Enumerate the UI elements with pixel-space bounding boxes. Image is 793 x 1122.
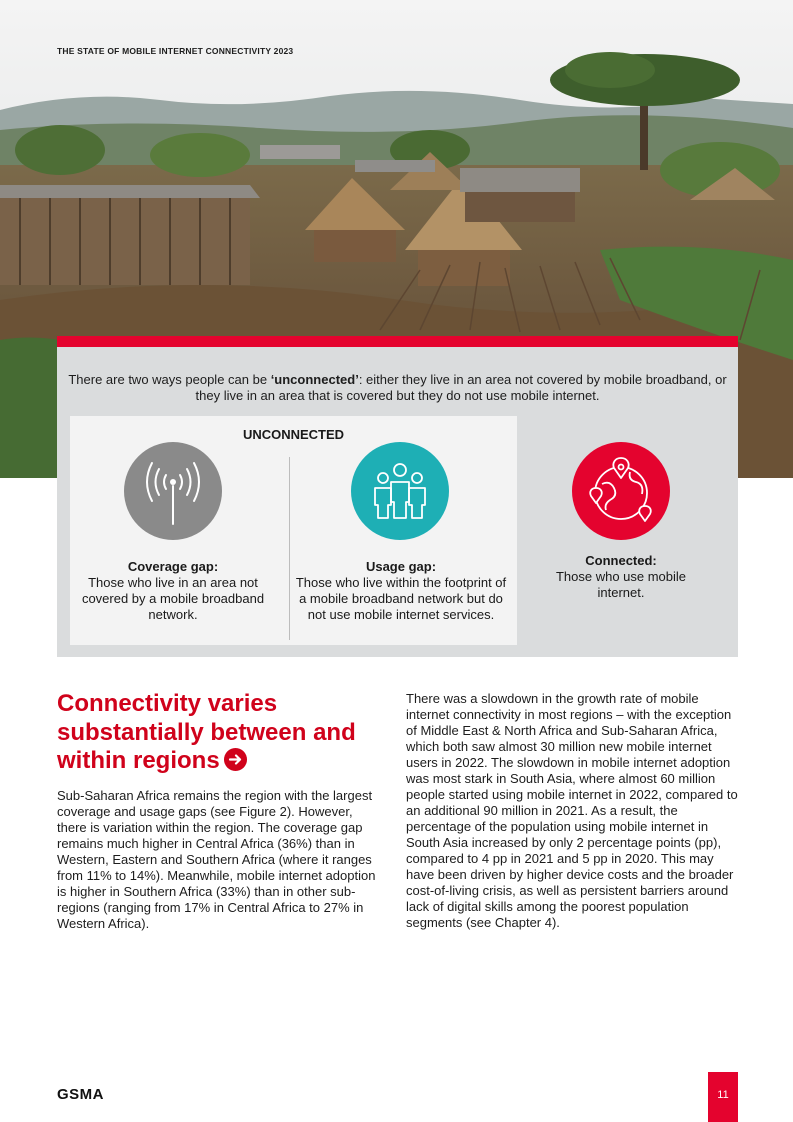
left-column-text: Sub-Saharan Africa remains the region with the largest coverage and usage gaps (see Figure 2). However, there is variation within the region. The coverage gap remains much higher in Central Africa (36%) than in Western, Eastern and Southern Africa (where it ranges from 11% to 14%). Meanwhile, mobile internet adoption is higher in Southern Africa (33%) than in other sub-regions (ranging from 17% in Central Africa to 27% in Western Africa). xyxy=(57,788,376,931)
antenna-icon xyxy=(124,442,222,540)
people-icon xyxy=(351,442,449,540)
globe-pins-icon xyxy=(572,442,670,540)
usage-gap-caption xyxy=(292,559,510,623)
accent-bar xyxy=(57,336,738,347)
intro-text-bold: ‘unconnected’ xyxy=(270,372,359,387)
usage-gap-title: Usage gap: xyxy=(365,559,437,574)
section-heading xyxy=(57,690,377,776)
divider xyxy=(289,457,290,640)
connected-caption xyxy=(531,553,711,601)
unconnected-box xyxy=(70,416,517,645)
unconnected-info-panel xyxy=(57,336,738,657)
intro-text-post: : either they live in an area not covered by mobile broadband, or they live in an area that is covered but they do not use mobile internet. xyxy=(195,372,727,403)
unconnected-title: UNCONNECTED xyxy=(242,427,345,442)
section-heading-text: Connectivity varies substantially between and within regions xyxy=(57,690,356,774)
arrow-right-circle-icon[interactable] xyxy=(224,748,247,771)
gsma-logo: GSMA xyxy=(57,1086,104,1103)
panel-intro xyxy=(57,372,738,404)
usage-gap-text: Those who live within the footprint of a mobile broadband network but do not use mobile internet services. xyxy=(295,575,507,622)
page-number: 11 xyxy=(708,1072,738,1122)
right-column-text: There was a slowdown in the growth rate of mobile internet connectivity in most regions – with the exception of Middle East & North Africa and Sub-Saharan Africa, which both saw almost 30 million new mobile internet users in 2022. The slowdown in mobile internet adoption was most stark in South Asia, where almost 60 million people started using mobile internet in 2022, compared to an additional 90 million in 2021. As a result, the percentage of the population using mobile internet in South Asia increased by only 2 percentage points (pp), compared to 4 pp in 2021 and 5 pp in 2020. This may have been driven by higher device costs and the broader cost-of-living crisis, as well as persistent barriers around lack of digital skills among the poorest population segments (see Chapter 4). xyxy=(406,691,738,930)
coverage-gap-caption xyxy=(76,559,270,623)
connected-title: Connected: xyxy=(585,553,657,568)
coverage-gap-text: Those who live in an area not covered by a mobile broadband network. xyxy=(81,575,265,622)
coverage-gap-title: Coverage gap: xyxy=(127,559,219,574)
running-head: THE STATE OF MOBILE INTERNET CONNECTIVITY 2023 xyxy=(57,46,294,56)
connected-text: Those who use mobile internet. xyxy=(555,569,687,600)
intro-text-pre: There are two ways people can be xyxy=(68,372,271,387)
